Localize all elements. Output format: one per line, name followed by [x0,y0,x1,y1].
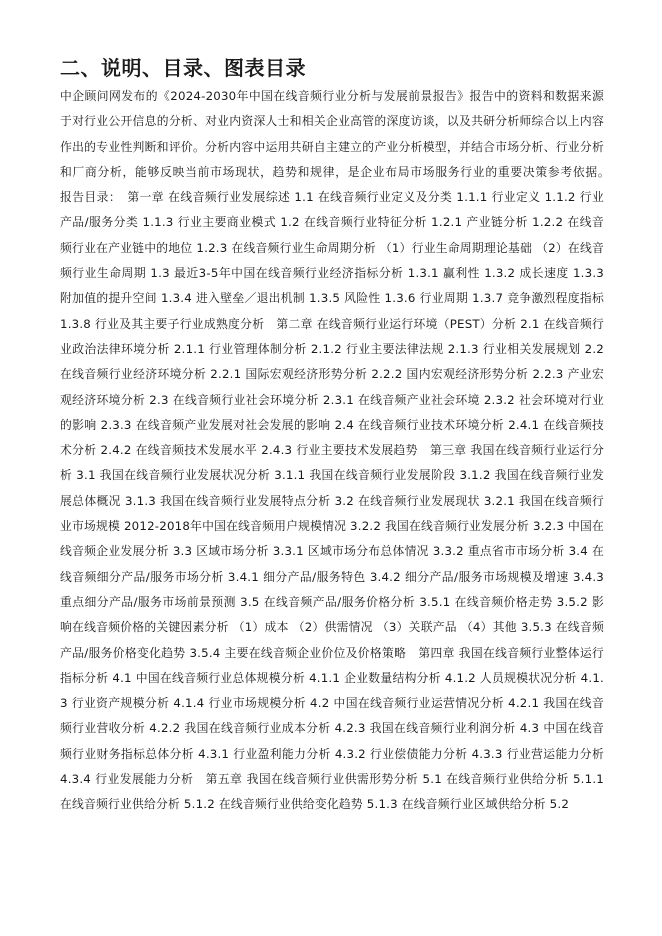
body-paragraph: 中企顾问网发布的《2024-2030年中国在线音频行业分析与发展前景报告》报告中的资料和数据来源于对行业公开信息的分析、对业内资深人士和相关企业高管的深度访谈，以及共研分析师综合以上内容作出的专业性判断和评价。分析内容中运用共研自主建立的产业分析模型，并结合市场分析、行业分析和厂商分析，能够反映当前市场现状，趋势和规律，是企业布局市场服务行业的重要决策参考依据。 报告目录： 第一章 在线音频行业发展综述 1.1 在线音频行业定义及分类 1.1.1 行业定义 1.1.2 行业产品/服务分类 1.1.3 行业主要商业模式 1.2 在线音频行业特征分析 1.2.1 产业链分析 1.2.2 在线音频行业在产业链中的地位 1.2.3 在线音频行业生命周期分析 （1）行业生命周期理论基础 （2）在线音频行业生命周期 1.3 最近3-5年中国在线音频行业经济指标分析 1.3.1 赢利性 1.3.2 成长速度 1.3.3 附加值的提升空间 1.3.4 进入壁垒／退出机制 1.3.5 风险性 1.3.6 行业周期 1.3.7 竞争激烈程度指标 1.3.8 行业及其主要子行业成熟度分析 第二章 在线音频行业运行环境（PEST）分析 2.1 在线音频行业政治法律环境分析 2.1.1 行业管理体制分析 2.1.2 行业主要法律法规 2.1.3 行业相关发展规划 2.2 在线音频行业经济环境分析 2.2.1 国际宏观经济形势分析 2.2.2 国内宏观经济形势分析 2.2.3 产业宏观经济环境分析 2.3 在线音频行业社会环境分析 2.3.1 在线音频产业社会环境 2.3.2 社会环境对行业的影响 2.3.3 在线音频产业发展对社会发展的影响 2.4 在线音频行业技术环境分析 2.4.1 在线音频技术分析 2.4.2 在线音频技术发展水平 2.4.3 行业主要技术发展趋势 第三章 我国在线音频行业运行分析 3.1 我国在线音频行业发展状况分析 3.1.1 我国在线音频行业发展阶段 3.1.2 我国在线音频行业发展总体概况 3.1.3 我国在线音频行业发展特点分析 3.2 在线音频行业发展现状 3.2.1 我国在线音频行业市场规模 2012-2018年中国在线音频用户规模情况 3.2.2 我国在线音频行业发展分析 3.2.3 中国在线音频企业发展分析 3.3 区域市场分析 3.3.1 区域市场分布总体情况 3.3.2 重点省市市场分析 3.4 在线音频细分产品/服务市场分析 3.4.1 细分产品/服务特色 3.4.2 细分产品/服务市场规模及增速 3.4.3 重点细分产品/服务市场前景预测 3.5 在线音频产品/服务价格分析 3.5.1 在线音频价格走势 3.5.2 影响在线音频价格的关键因素分析 （1）成本 （2）供需情况 （3）关联产品 （4）其他 3.5.3 在线音频产品/服务价格变化趋势 3.5.4 主要在线音频企业价位及价格策略 第四章 我国在线音频行业整体运行指标分析 4.1 中国在线音频行业总体规模分析 4.1.1 企业数量结构分析 4.1.2 人员规模状况分析 4.1.3 行业资产规模分析 4.1.4 行业市场规模分析 4.2 中国在线音频行业运营情况分析 4.2.1 我国在线音频行业营收分析 4.2.2 我国在线音频行业成本分析 4.2.3 我国在线音频行业利润分析 4.3 中国在线音频行业财务指标总体分析 4.3.1 行业盈利能力分析 4.3.2 行业偿债能力分析 4.3.3 行业营运能力分析 4.3.4 行业发展能力分析 第五章 我国在线音频行业供需形势分析 5.1 在线音频行业供给分析 5.1.1 在线音频行业供给分析 5.1.2 在线音频行业供给变化趋势 5.1.3 在线音频行业区域供给分析 5.2 [60,89,628,812]
section-heading: 二、说明、目录、图表目录 [60,56,306,80]
document-page [60,54,628,818]
